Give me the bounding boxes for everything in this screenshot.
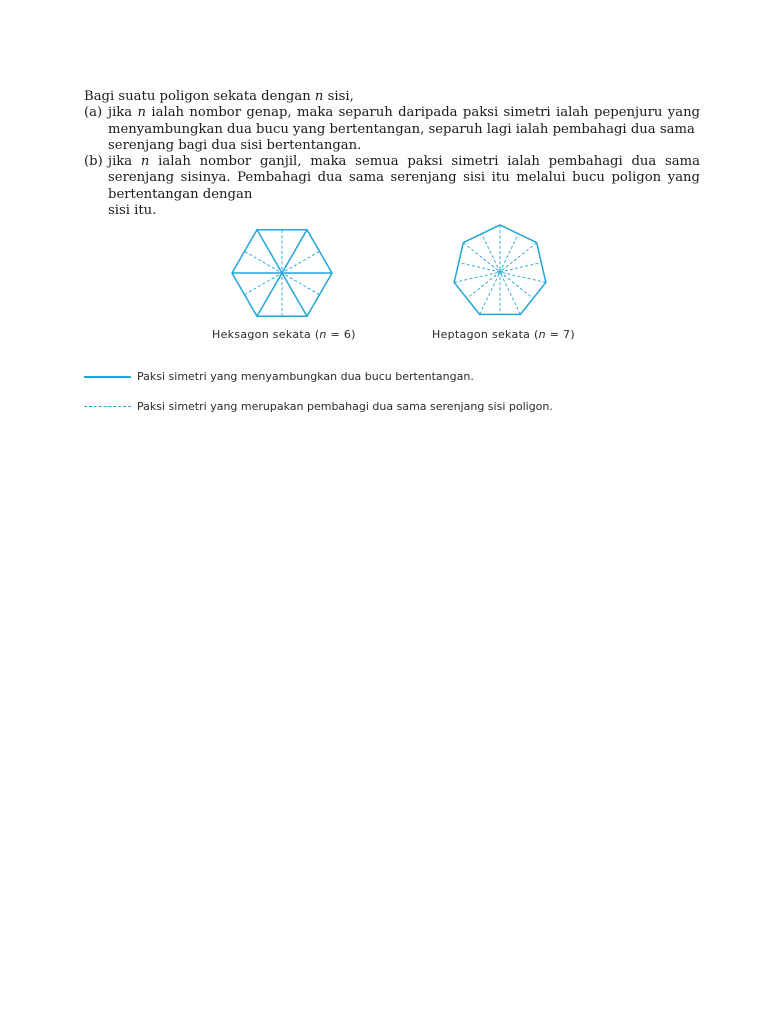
legend-solid-line — [84, 376, 131, 378]
side-bisector-axis — [482, 234, 521, 314]
intro-line: Bagi suatu poligon sekata dengan n sisi, — [84, 89, 354, 104]
side-bisector-axis — [467, 243, 537, 299]
side-bisector-axis — [480, 234, 519, 314]
item-marker-b: (b) — [84, 154, 103, 170]
heptagon-caption: Heptagon sekata (n = 7) — [432, 328, 575, 341]
rule-body-a: jika n ialah nombor genap, maka separuh daripada paksi simetri ialah pepenjuru yang menyambungkan dua bucu yang bertentangan, separuh lagi ialah pembahagi dua sama serenjang bagi dua sisi bertentangan. — [108, 105, 700, 153]
variable-n: n — [137, 105, 147, 121]
legend-dashed-row — [84, 400, 553, 413]
side-bisector-axis — [454, 263, 541, 283]
side-bisector-axis — [463, 243, 533, 299]
rule-body-b: jika n ialah nombor ganjil, maka semua paksi simetri ialah pembahagi dua sama serenjang sisinya. Pembahagi dua sama serenjang sisi itu melalui bucu poligon yang bertentangan dengan sisi itu. — [108, 154, 701, 219]
side-bisector-axis — [459, 263, 546, 283]
legend-dashed-label: Paksi simetri yang merupakan pembahagi dua sama serenjang sisi poligon. — [137, 400, 553, 413]
heptagon-figure — [450, 224, 550, 320]
rule-item-b — [84, 154, 700, 219]
variable-n: n — [538, 328, 546, 341]
legend-solid-label: Paksi simetri yang menyambungkan dua bucu bertentangan. — [137, 370, 474, 383]
variable-n: n — [140, 154, 150, 170]
variable-n: n — [314, 89, 324, 104]
rule-item-a — [84, 105, 700, 154]
rules-text — [84, 89, 700, 219]
hexagon-figure — [229, 225, 335, 321]
legend-dashed-line — [84, 406, 131, 407]
rule-body-a-last-line: serenjang bagi dua sisi bertentangan. — [108, 137, 362, 153]
variable-n: n — [319, 328, 327, 341]
item-marker-a: (a) — [84, 105, 103, 121]
polygon-outline — [454, 225, 546, 314]
rule-body-b-last-line: sisi itu. — [108, 203, 157, 219]
legend-solid-row — [84, 370, 474, 383]
hexagon-caption: Heksagon sekata (n = 6) — [212, 328, 356, 341]
